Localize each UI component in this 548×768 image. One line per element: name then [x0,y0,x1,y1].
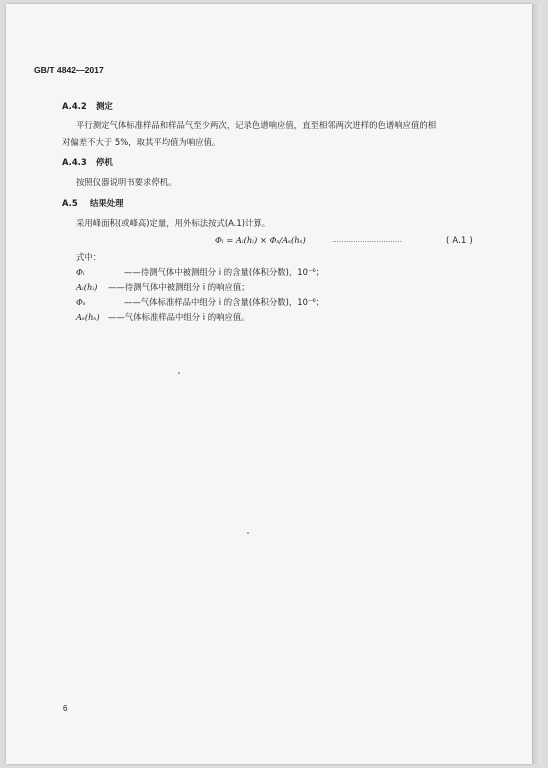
document-page [6,4,532,764]
page-edge-shadow [532,4,542,764]
variable-description: ——气体标准样品中组分 i 的含量(体积分数)，10⁻⁶； [124,297,325,307]
section-title-a43: 停机 [96,157,113,167]
section-number-a43: A.4.3 [62,157,87,167]
paragraph-a42-line2: 对偏差不大于 5%，取其平均值为响应值。 [62,137,221,147]
section-number-a42: A.4.2 [62,101,87,111]
formula-number: ( A.1 ) [446,235,473,245]
section-title-a42: 测定 [96,101,113,111]
formula-expression: Φᵢ = Aᵢ(hᵢ) × Φₛ/Aₛ(hₛ) [215,235,306,245]
variable-symbol: Aₛ(hₛ) [76,312,100,322]
variable-symbol: Φᵢ [76,267,85,277]
standard-number-header: GB/T 4842—2017 [34,65,104,75]
variable-description: ——气体标准样品中组分 i 的响应值。 [108,312,250,322]
scan-speck [178,372,180,374]
variable-description: ——待测气体中被测组分 i 的响应值； [108,282,250,292]
variable-symbol: Φₛ [76,297,86,307]
where-label: 式中： [76,252,102,262]
page-number: 6 [63,704,68,713]
paragraph-a43: 按照仪器说明书要求停机。 [76,177,177,187]
variable-description: ——待测气体中被测组分 i 的含量(体积分数)，10⁻⁶； [124,267,325,277]
paragraph-a42-line1: 平行测定气体标准样品和样品气至少两次，记录色谱响应值，直至相邻两次进样的色谱响应值的相 [76,120,437,130]
variable-symbol: Aᵢ(hᵢ) [76,282,98,292]
formula-leader-dots: ………………………… [332,236,402,244]
section-number-a5: A.5 [62,198,78,208]
scan-speck [247,532,249,534]
section-title-a5: 结果处理 [90,198,124,208]
paragraph-a5: 采用峰面积(或峰高)定量，用外标法按式(A.1)计算。 [76,218,271,228]
